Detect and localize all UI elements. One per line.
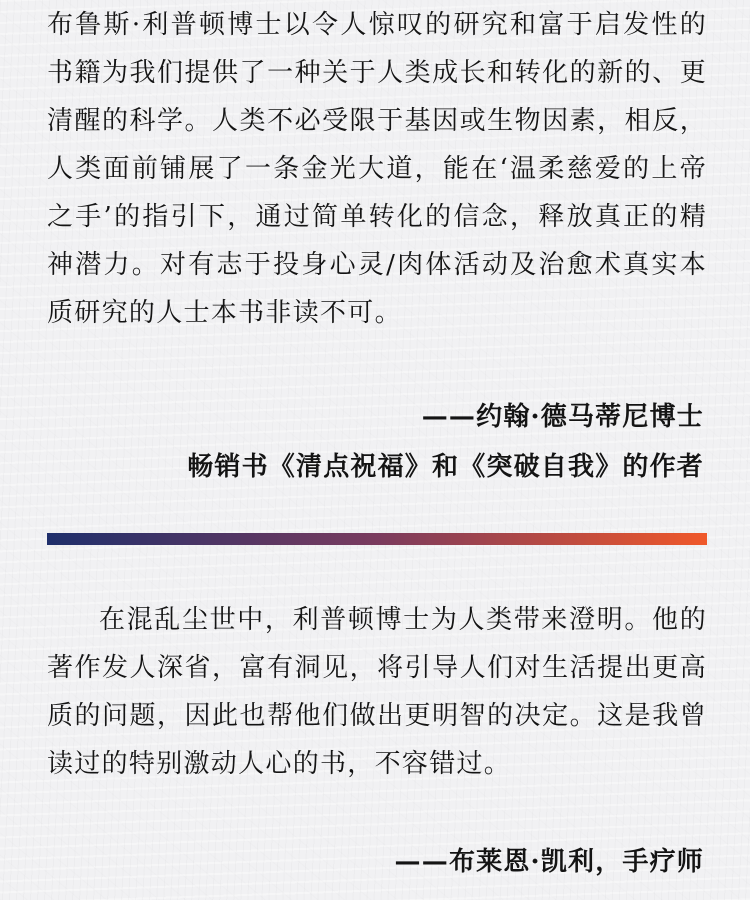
- endorsement-quote-2: 在混乱尘世中，利普顿博士为人类带来澄明。他的著作发人深省，富有洞见，将引导人们对生活提出更高质的问题，因此也帮他们做出更明智的决定。这是我曾读过的特别激动人心的书，不容错过。: [47, 605, 707, 779]
- endorsement-2-author: ——布莱恩·凯利，手疗师: [394, 847, 704, 877]
- endorsement-quote-1: 布鲁斯·利普顿博士以令人惊叹的研究和富于启发性的书籍为我们提供了一种关于人类成长和转化的新的、更清醒的科学。人类不必受限于基因或生物因素，相反，人类面前铺展了一条金光大道，能在‘温柔慈爱的上帝之手’的指引下，通过简单转化的信念，释放真正的精神潜力。对有志于投身心灵/肉体活动及治愈术真实本质研究的人士本书非读不可。: [47, 10, 707, 328]
- gradient-divider: [47, 533, 707, 545]
- endorsement-1-author: ——约翰·德马蒂尼博士: [421, 402, 704, 432]
- endorsement-1-author-title: 畅销书《清点祝福》和《突破自我》的作者: [187, 452, 704, 482]
